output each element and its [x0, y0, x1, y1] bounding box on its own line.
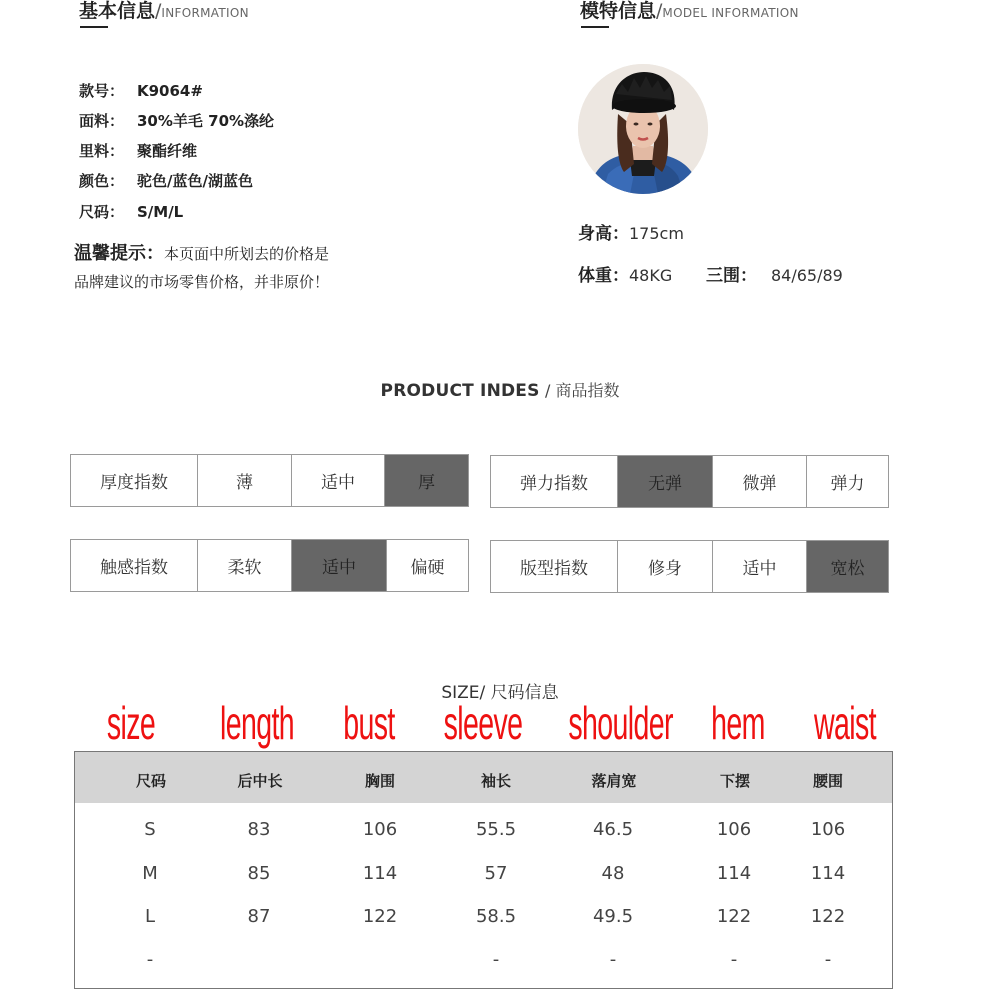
index-option-selected: 宽松: [806, 541, 888, 592]
table-cell: 114: [362, 863, 398, 884]
model-measure-key: 三围：: [706, 266, 757, 286]
model-avatar: [578, 64, 708, 194]
index-option: 适中: [291, 455, 384, 506]
info-row-fabric: [79, 110, 274, 131]
table-cell: -: [730, 949, 738, 970]
model-weight-row: [578, 261, 672, 286]
tip-line-1: [74, 239, 329, 265]
header-cell: 尺码: [135, 772, 166, 790]
table-cell: M: [142, 863, 158, 884]
red-label-waist: waist: [814, 697, 876, 749]
table-cell: -: [492, 949, 500, 970]
model-info-title-sep: /: [656, 0, 663, 22]
table-cell: 114: [716, 863, 752, 884]
index-option: 修身: [617, 541, 712, 592]
table-cell: 122: [716, 906, 752, 927]
table-cell: S: [144, 819, 156, 840]
product-index-title: [0, 378, 1000, 401]
model-info-title: [580, 0, 799, 23]
size-table: [74, 751, 893, 989]
model-info-underline: [581, 26, 609, 28]
red-label-length: length: [220, 697, 294, 749]
product-index-title-en: PRODUCT INDES: [380, 381, 540, 401]
table-cell: 49.5: [592, 906, 634, 927]
info-value: S/M/L: [137, 203, 184, 221]
table-cell: 106: [810, 819, 846, 840]
model-info-title-cn: 模特信息: [580, 0, 657, 22]
table-cell: 122: [810, 906, 846, 927]
index-table-thickness: [70, 454, 469, 507]
model-portrait-image: [578, 64, 708, 194]
info-row-size: [79, 201, 183, 222]
info-key: 款号：: [79, 82, 125, 100]
table-cell: 48: [601, 863, 625, 884]
basic-info-title-cn: 基本信息: [79, 0, 156, 22]
index-option-selected: 适中: [291, 540, 386, 591]
index-option-selected: 无弹: [617, 456, 712, 507]
tip-label: 温馨提示：: [74, 243, 164, 264]
red-label-hem: hem: [711, 697, 765, 749]
table-cell: 114: [810, 863, 846, 884]
table-cell: -: [146, 949, 154, 970]
info-row-color: [79, 170, 253, 191]
index-option: 微弹: [712, 456, 806, 507]
size-table-header: [74, 751, 893, 803]
model-weight-key: 体重：: [578, 266, 629, 286]
model-height-row: [578, 219, 684, 244]
header-cell: 袖长: [480, 772, 511, 790]
info-key: 尺码：: [79, 203, 125, 221]
index-label: 触感指数: [100, 558, 168, 578]
model-weight-value: 48KG: [629, 266, 673, 285]
index-table-elasticity: [490, 455, 889, 508]
size-info-title: SIZE/ 尺码信息: [441, 683, 559, 703]
index-table-fit: [490, 540, 889, 593]
table-cell: 83: [247, 819, 271, 840]
table-cell: 122: [362, 906, 398, 927]
table-cell: 87: [247, 906, 271, 927]
header-cell: 腰围: [812, 772, 843, 790]
info-value: 聚酯纤维: [137, 142, 198, 160]
model-height-key: 身高：: [578, 224, 629, 244]
index-table-touch: [70, 539, 469, 592]
header-cell: 胸围: [364, 772, 395, 790]
info-key: 面料：: [79, 112, 125, 130]
index-option: 适中: [712, 541, 806, 592]
header-cell: 下摆: [719, 772, 750, 790]
info-value: 驼色/蓝色/湖蓝色: [137, 172, 253, 190]
info-key: 里料：: [79, 142, 125, 160]
model-info-title-en: MODEL INFORMATION: [662, 6, 799, 20]
table-cell: 46.5: [592, 819, 634, 840]
model-measure-row: [706, 261, 843, 286]
table-cell: 58.5: [475, 906, 517, 927]
table-cell: 106: [716, 819, 752, 840]
tip-text-1: 本页面中所划去的价格是: [164, 245, 330, 263]
info-value: 30%羊毛 70%涤纶: [137, 112, 275, 130]
table-cell: -: [609, 949, 617, 970]
info-row-style-no: [79, 80, 203, 101]
info-key: 颜色：: [79, 172, 125, 190]
info-value: K9064#: [137, 82, 203, 100]
info-row-lining: [79, 140, 197, 161]
model-height-value: 175cm: [629, 224, 684, 243]
red-label-sleeve: sleeve: [443, 697, 523, 749]
red-label-size: size: [106, 697, 156, 749]
table-cell: 106: [362, 819, 398, 840]
index-label: 版型指数: [520, 559, 588, 579]
index-option: 弹力: [806, 456, 888, 507]
index-option-selected: 厚: [384, 455, 468, 506]
table-cell: -: [824, 949, 832, 970]
index-option: 柔软: [197, 540, 291, 591]
red-label-bust: bust: [343, 697, 395, 749]
index-label: 弹力指数: [520, 474, 588, 494]
table-cell: 57: [484, 863, 508, 884]
basic-info-title: [79, 0, 249, 23]
index-option: 薄: [197, 455, 291, 506]
product-index-title-cn: / 商品指数: [544, 381, 620, 400]
index-option: 偏硬: [386, 540, 468, 591]
basic-info-title-en: INFORMATION: [161, 6, 249, 20]
index-label: 厚度指数: [100, 473, 168, 493]
table-cell: 85: [247, 863, 271, 884]
model-measure-value: 84/65/89: [771, 266, 843, 285]
header-cell: 落肩宽: [591, 772, 637, 790]
tip-text-2: 品牌建议的市场零售价格，并非原价！: [74, 273, 330, 291]
basic-info-underline: [80, 26, 108, 28]
red-label-shoulder: shoulder: [568, 697, 673, 749]
basic-info-title-sep: /: [155, 0, 162, 22]
tip-line-2: [74, 271, 329, 292]
header-cell: 后中长: [237, 772, 283, 790]
table-cell: L: [144, 906, 156, 927]
table-cell: 55.5: [475, 819, 517, 840]
